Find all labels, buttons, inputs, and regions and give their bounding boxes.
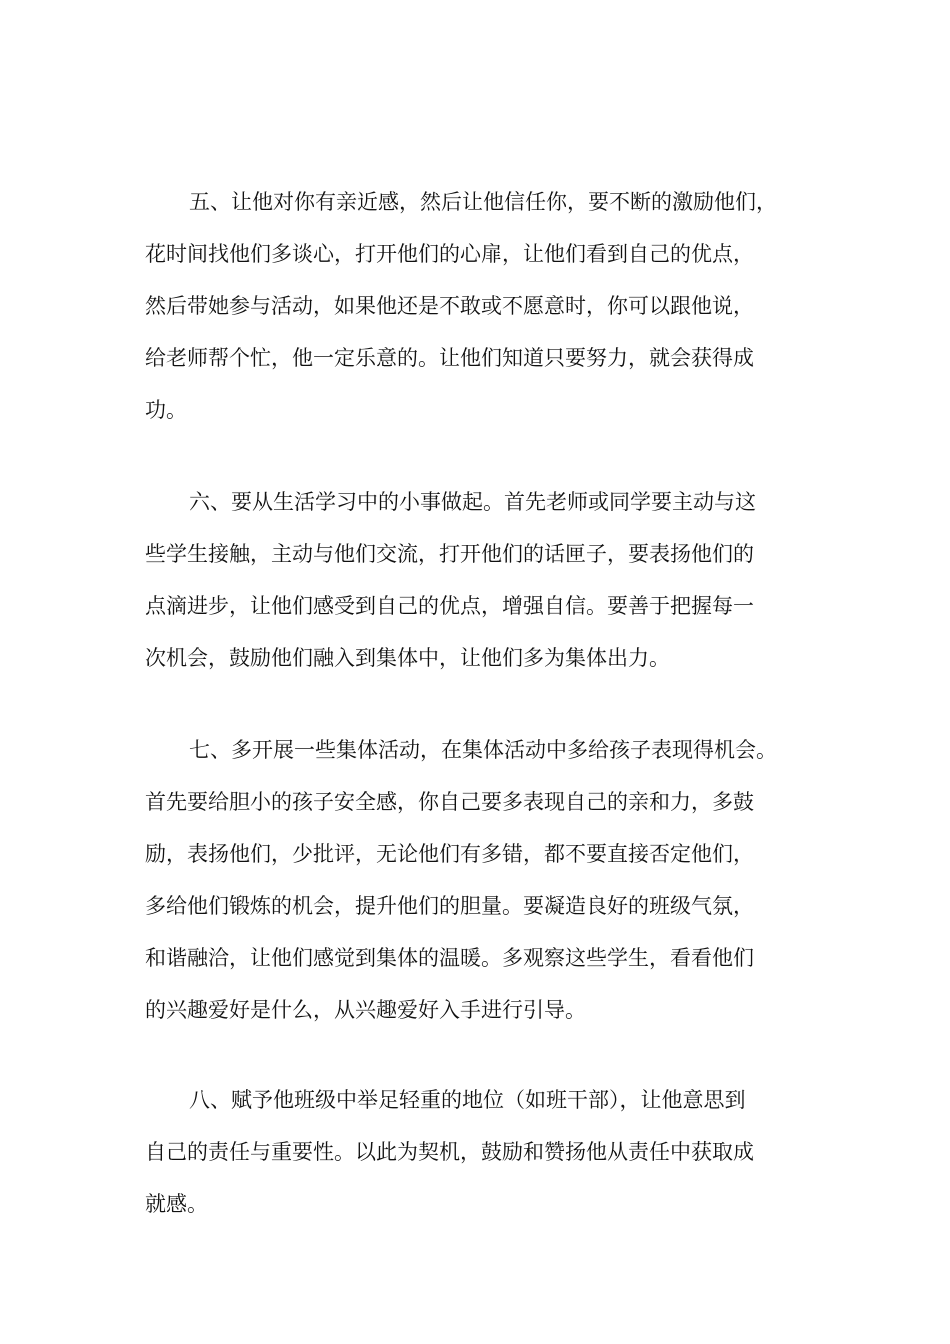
paragraph-line: 些学生接触，主动与他们交流，打开他们的话匣子，要表扬他们的 (145, 542, 754, 566)
paragraph-5 (145, 176, 825, 436)
paragraph-line: 六、要从生活学习中的小事做起。首先老师或同学要主动与这 (189, 490, 756, 514)
paragraph-line: 功。 (145, 398, 187, 422)
paragraph-line: 点滴进步，让他们感受到自己的优点，增强自信。要善于把握每一 (145, 594, 754, 618)
paragraph-8 (145, 1074, 825, 1230)
paragraph-line: 七、多开展一些集体活动，在集体活动中多给孩子表现得机会。 (189, 738, 777, 762)
paragraph-line: 然后带她参与活动，如果他还是不敢或不愿意时，你可以跟他说， (145, 294, 754, 318)
paragraph-line: 自己的责任与重要性。以此为契机，鼓励和赞扬他从责任中获取成 (145, 1140, 754, 1164)
paragraph-line: 花时间找他们多谈心，打开他们的心扉，让他们看到自己的优点， (145, 242, 754, 266)
paragraph-line: 给老师帮个忙，他一定乐意的。让他们知道只要努力，就会获得成 (145, 346, 754, 370)
paragraph-line: 五、让他对你有亲近感，然后让他信任你，要不断的激励他们， (189, 190, 777, 214)
paragraph-line: 和谐融洽，让他们感觉到集体的温暖。多观察这些学生，看看他们 (145, 946, 754, 970)
paragraph-line: 首先要给胆小的孩子安全感，你自己要多表现自己的亲和力，多鼓 (145, 790, 754, 814)
paragraph-line: 的兴趣爱好是什么，从兴趣爱好入手进行引导。 (145, 998, 586, 1022)
paragraph-7 (145, 724, 825, 1036)
paragraph-line: 励，表扬他们，少批评，无论他们有多错，都不要直接否定他们， (145, 842, 754, 866)
paragraph-line: 次机会，鼓励他们融入到集体中，让他们多为集体出力。 (145, 646, 670, 670)
paragraph-line: 就感。 (145, 1192, 208, 1216)
paragraph-line: 八、赋予他班级中举足轻重的地位（如班干部），让他意思到 (189, 1088, 746, 1112)
paragraph-line: 多给他们锻炼的机会，提升他们的胆量。要凝造良好的班级气氛， (145, 894, 754, 918)
paragraph-6 (145, 476, 825, 684)
